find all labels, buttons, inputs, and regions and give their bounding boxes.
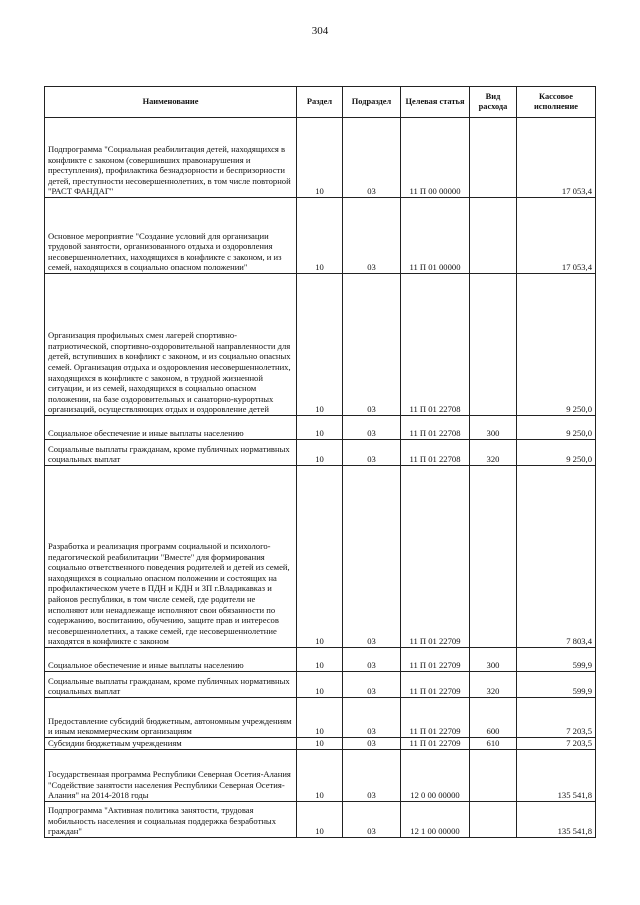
- row-name: Субсидии бюджетным учреждениям: [45, 738, 297, 750]
- budget-table: [44, 86, 596, 838]
- row-amount: 599,9: [517, 672, 596, 698]
- row-name-text: Предоставление субсидий бюджетным, автономным учреждениям и иным некоммерческим организациям: [48, 715, 292, 737]
- row-name: [45, 698, 297, 738]
- row-subsection: 03: [343, 738, 401, 750]
- row-section: 10: [297, 274, 343, 416]
- row-target: 12 1 00 00000: [401, 802, 470, 838]
- table-row: [45, 802, 596, 838]
- row-name: Подпрограмма "Социальная реабилитация детей, находящихся в конфликте с законом (совершивших правонарушения и преступления), профилактика безнадзорности и беспризорности детей, преступности несовершеннолетних, в том числе повторной "РАСТ ФАНДАГ": [45, 118, 297, 198]
- row-type: [470, 198, 517, 274]
- row-amount: 9 250,0: [517, 416, 596, 440]
- row-target: 11 П 01 22709: [401, 672, 470, 698]
- table-row: [45, 466, 596, 648]
- row-amount: 17 053,4: [517, 198, 596, 274]
- row-amount: 135 541,8: [517, 802, 596, 838]
- row-name: Организация профильных смен лагерей спортивно-патриотической, спортивно-оздоровительной направленности для детей, вступивших в конфликт с законом, и из социально опасных семей. Организация отдыха и оздоровления несовершеннолетних, находящихся в конфликте с законом, в трудной жизненной ситуации, и из семей, находящихся в социально опасном положении, на базе оздоровительных и санаторно-курортных организаций, осуществляющих отдых и оздоровление детей: [45, 274, 297, 416]
- row-name-text: Разработка и реализация программ социальной и психолого-педагогической реабилитации "Вместе" для формирования социально ответственного поведения родителей и детей из семей, находящихся в социально опасном положении и состоящих на профилактическом учете в ПДН и КДН и ЗП г.Владикавказ и районов республики, в том числе семей, где родители не исполняют или ненадлежаще исполняют свои обязанности по содержанию, воспитанию, обучению, защите прав и интересов несовершеннолетних, а также семей, где несовершеннолетние находятся в конфликте с законом: [48, 541, 290, 647]
- row-amount: 599,9: [517, 648, 596, 672]
- row-amount: 7 203,5: [517, 738, 596, 750]
- row-target: 11 П 01 00000: [401, 198, 470, 274]
- row-type: [470, 802, 517, 838]
- row-subsection: 03: [343, 466, 401, 648]
- row-name: [45, 466, 297, 648]
- row-type: [470, 118, 517, 198]
- row-section: 10: [297, 698, 343, 738]
- table-row: [45, 198, 596, 274]
- row-subsection: 03: [343, 118, 401, 198]
- table-row: [45, 440, 596, 466]
- header-type: Вид расхода: [470, 87, 517, 118]
- row-amount: 7 803,4: [517, 466, 596, 648]
- row-subsection: 03: [343, 802, 401, 838]
- row-name: Социальное обеспечение и иные выплаты населению: [45, 648, 297, 672]
- row-section: 10: [297, 466, 343, 648]
- row-section: 10: [297, 648, 343, 672]
- row-type: 320: [470, 440, 517, 466]
- table-row: [45, 698, 596, 738]
- row-name: Социальные выплаты гражданам, кроме публичных нормативных социальных выплат: [45, 672, 297, 698]
- row-target: 12 0 00 00000: [401, 750, 470, 802]
- row-target: 11 П 01 22708: [401, 440, 470, 466]
- row-subsection: 03: [343, 698, 401, 738]
- row-name: Государственная программа Республики Северная Осетия-Алания "Содействие занятости населения Республики Северная Осетия-Алания" на 2014-2018 годы: [45, 750, 297, 802]
- row-section: 10: [297, 672, 343, 698]
- row-subsection: 03: [343, 648, 401, 672]
- row-amount: 9 250,0: [517, 274, 596, 416]
- header-section: Раздел: [297, 87, 343, 118]
- row-section: 10: [297, 440, 343, 466]
- row-subsection: 03: [343, 440, 401, 466]
- row-amount: 9 250,0: [517, 440, 596, 466]
- header-subsection: Подраздел: [343, 87, 401, 118]
- row-type: [470, 750, 517, 802]
- row-target: 11 П 01 22709: [401, 738, 470, 750]
- row-type: 300: [470, 416, 517, 440]
- table-row: [45, 672, 596, 698]
- row-section: 10: [297, 750, 343, 802]
- row-name: Подпрограмма "Активная политика занятости, трудовая мобильность населения и социальная поддержка безработных граждан": [45, 802, 297, 838]
- row-amount: 7 203,5: [517, 698, 596, 738]
- row-type: 320: [470, 672, 517, 698]
- row-target: 11 П 01 22708: [401, 416, 470, 440]
- row-section: 10: [297, 118, 343, 198]
- table-row: [45, 738, 596, 750]
- row-name: Социальное обеспечение и иные выплаты населению: [45, 416, 297, 440]
- row-subsection: 03: [343, 274, 401, 416]
- table-row: [45, 648, 596, 672]
- row-type: 600: [470, 698, 517, 738]
- row-section: 10: [297, 802, 343, 838]
- page-number: 304: [311, 25, 329, 37]
- row-section: 10: [297, 198, 343, 274]
- table-row: [45, 118, 596, 198]
- table-row: [45, 274, 596, 416]
- row-type: [470, 466, 517, 648]
- row-target: 11 П 01 22709: [401, 466, 470, 648]
- row-section: 10: [297, 416, 343, 440]
- table-header-row: [45, 87, 596, 118]
- row-target: 11 П 00 00000: [401, 118, 470, 198]
- row-target: 11 П 01 22709: [401, 648, 470, 672]
- table-row: [45, 416, 596, 440]
- row-name: Основное мероприятие "Создание условий для организации трудовой занятости, организованного отдыха и оздоровления несовершеннолетних, находящихся в конфликте с законом, и из семей, находящихся в социально опасном положении": [45, 198, 297, 274]
- row-target: 11 П 01 22709: [401, 698, 470, 738]
- row-section: 10: [297, 738, 343, 750]
- row-name: Социальные выплаты гражданам, кроме публичных нормативных социальных выплат: [45, 440, 297, 466]
- row-subsection: 03: [343, 672, 401, 698]
- row-subsection: 03: [343, 416, 401, 440]
- row-target: 11 П 01 22708: [401, 274, 470, 416]
- row-type: 300: [470, 648, 517, 672]
- row-type: 610: [470, 738, 517, 750]
- row-amount: 17 053,4: [517, 118, 596, 198]
- header-amount: Кассовое исполнение: [517, 87, 596, 118]
- header-name: Наименование: [45, 87, 297, 118]
- row-subsection: 03: [343, 750, 401, 802]
- row-type: [470, 274, 517, 416]
- row-amount: 135 541,8: [517, 750, 596, 802]
- row-subsection: 03: [343, 198, 401, 274]
- table-row: [45, 750, 596, 802]
- header-target: Целевая статья: [401, 87, 470, 118]
